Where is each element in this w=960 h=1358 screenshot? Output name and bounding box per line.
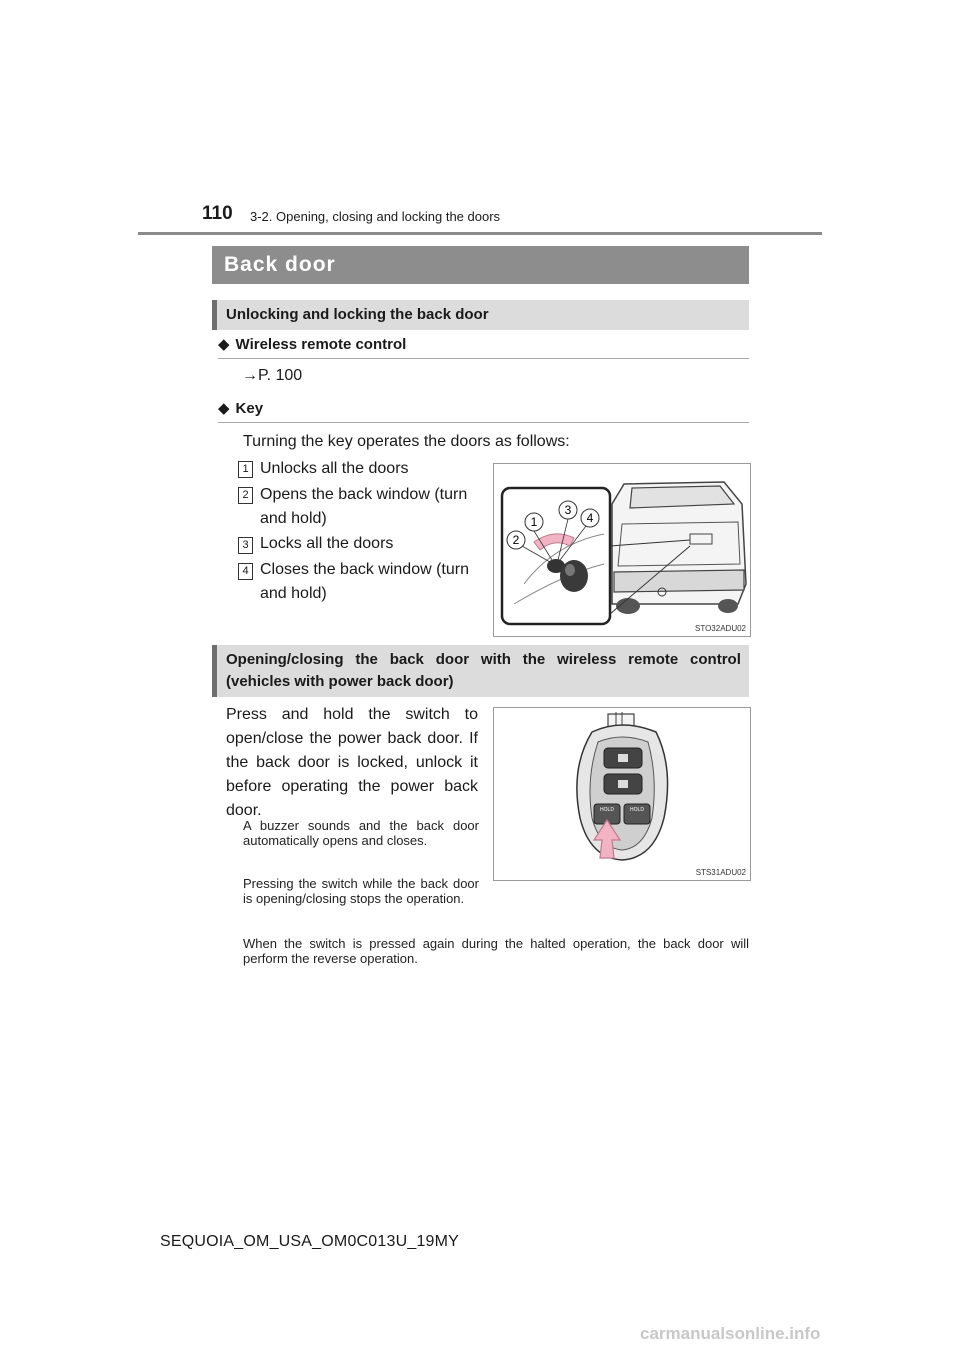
subheading-power-back-door — [212, 645, 749, 697]
svg-text:3: 3 — [564, 503, 572, 517]
step-number-2: 2 — [238, 485, 253, 504]
diamond-bullet-icon: ◆ — [218, 400, 230, 417]
svg-text:HOLD: HOLD — [630, 807, 644, 813]
step-number-1: 1 — [238, 459, 253, 478]
callout-4-icon — [581, 509, 599, 527]
svg-text:1: 1 — [530, 515, 538, 529]
note-buzzer: A buzzer sounds and the back door automatically opens and closes. — [243, 818, 479, 848]
remote-fob-figure — [493, 707, 751, 881]
remote-fob-illustration — [494, 708, 750, 880]
footer-doc-id: SEQUOIA_OM_USA_OM0C013U_19MY — [160, 1233, 460, 1250]
subheading-unlocking-locking: Unlocking and locking the back door — [212, 300, 749, 330]
step-number-3: 3 — [238, 535, 253, 554]
svg-text:2: 2 — [512, 533, 520, 547]
figure-code: STO32ADU02 — [695, 624, 746, 633]
step-text-4: Closes the back window (turn and hold) — [260, 561, 469, 602]
note-reverse-operation: When the switch is pressed again during the halted operation, the back door will perform the reverse operation. — [243, 936, 749, 966]
callout-1-icon — [525, 513, 543, 531]
subheading-line-2: (vehicles with power back door) — [226, 673, 454, 690]
watermark: carmanualsonline.info — [640, 1324, 821, 1343]
diamond-bullet-icon: ◆ — [218, 336, 230, 353]
key-label: Key — [235, 400, 264, 417]
vehicle-rear-illustration — [494, 464, 750, 636]
step-text-2: Opens the back window (turn and hold) — [260, 486, 468, 527]
header-rule — [138, 232, 822, 235]
svg-text:4: 4 — [586, 511, 594, 525]
key-intro-text: Turning the key operates the doors as follows: — [243, 433, 570, 450]
key-operation-figure — [493, 463, 751, 637]
step-text-1: Unlocks all the doors — [260, 460, 409, 477]
wireless-remote-heading — [218, 335, 749, 359]
step-number-4: 4 — [238, 561, 253, 580]
main-heading: Back door — [212, 246, 749, 284]
page-reference-link[interactable]: →P. 100 — [242, 367, 303, 384]
key-heading — [218, 399, 749, 423]
page-number: 110 — [202, 203, 233, 224]
subheading-line-1: Opening/closing the back door with the wireless remote control — [226, 651, 741, 668]
svg-text:HOLD: HOLD — [600, 807, 614, 813]
power-door-paragraph: Press and hold the switch to open/close the power back door. If the back door is locked, unlock it before operating the power back door. — [226, 706, 478, 819]
figure-code: STS31ADU02 — [695, 868, 746, 877]
callout-3-icon — [559, 501, 577, 519]
note-stop-operation: Pressing the switch while the back door is opening/closing stops the operation. — [243, 876, 479, 906]
section-title: 3-2. Opening, closing and locking the doors — [250, 209, 501, 224]
step-text-3: Locks all the doors — [260, 535, 394, 552]
wireless-remote-label: Wireless remote control — [235, 336, 407, 353]
